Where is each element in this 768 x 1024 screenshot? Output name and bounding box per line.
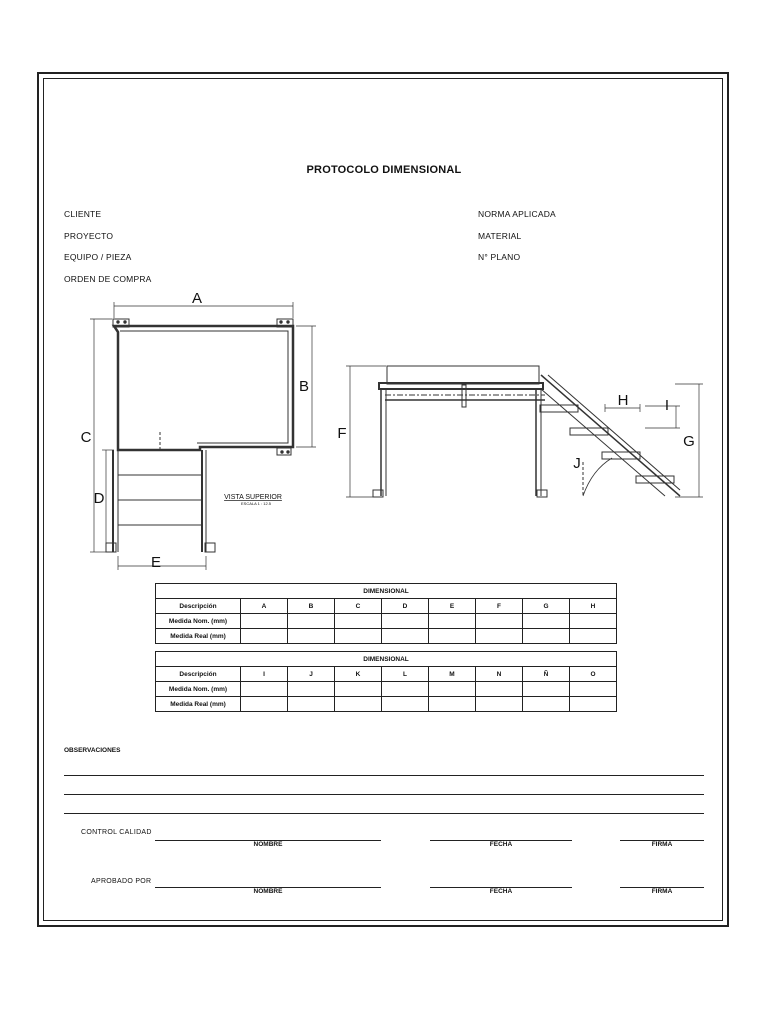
column-header: N — [476, 667, 523, 682]
column-header: B — [288, 599, 335, 614]
row-label: Medida Real (mm) — [156, 697, 241, 712]
table-cell[interactable] — [429, 614, 476, 629]
side-view-dimensions — [346, 366, 703, 497]
table-cell[interactable] — [476, 697, 523, 712]
dim-label-g: G — [683, 433, 695, 450]
table-cell[interactable] — [476, 682, 523, 697]
row-label: Descripción — [156, 599, 241, 614]
observaciones-line[interactable] — [64, 775, 704, 776]
table-header: DIMENSIONAL — [156, 584, 617, 599]
row-label: Medida Real (mm) — [156, 629, 241, 644]
dim-label-c: C — [80, 429, 92, 446]
dim-label-i: I — [664, 397, 670, 414]
table-row — [156, 629, 617, 644]
table-cell[interactable] — [570, 682, 617, 697]
table-cell[interactable] — [288, 614, 335, 629]
side-view-stair — [540, 375, 680, 496]
table-cell[interactable] — [382, 697, 429, 712]
table-cell[interactable] — [523, 682, 570, 697]
field-orden-compra: ORDEN DE COMPRA — [64, 274, 152, 284]
field-cliente: CLIENTE — [64, 209, 102, 219]
column-header: L — [382, 667, 429, 682]
table-cell[interactable] — [335, 697, 382, 712]
table-cell[interactable] — [523, 629, 570, 644]
field-norma-aplicada: NORMA APLICADA — [478, 209, 556, 219]
dim-label-b: B — [298, 378, 310, 395]
table-cell[interactable] — [241, 614, 288, 629]
observaciones-line[interactable] — [64, 813, 704, 814]
table-header: DIMENSIONAL — [156, 652, 617, 667]
table-cell[interactable] — [382, 614, 429, 629]
table-cell[interactable] — [523, 697, 570, 712]
table-cell[interactable] — [335, 682, 382, 697]
field-proyecto: PROYECTO — [64, 231, 114, 241]
column-header: G — [523, 599, 570, 614]
control-fecha-caption: FECHA — [489, 841, 513, 848]
dim-label-a: A — [191, 290, 203, 307]
column-header: K — [335, 667, 382, 682]
dimension-table-1 — [155, 583, 617, 644]
table-cell[interactable] — [382, 682, 429, 697]
table-cell[interactable] — [570, 697, 617, 712]
table-row — [156, 667, 617, 682]
aprobado-nombre-caption: NOMBRE — [253, 888, 283, 895]
column-header: C — [335, 599, 382, 614]
column-header: A — [241, 599, 288, 614]
side-view-platform — [373, 366, 547, 497]
table-cell[interactable] — [288, 629, 335, 644]
field-equipo-pieza: EQUIPO / PIEZA — [64, 252, 132, 262]
column-header: F — [476, 599, 523, 614]
top-view-platform — [113, 319, 293, 455]
table-cell[interactable] — [429, 682, 476, 697]
column-header: O — [570, 667, 617, 682]
row-label: Descripción — [156, 667, 241, 682]
column-header: M — [429, 667, 476, 682]
control-calidad-label: CONTROL CALIDAD — [81, 829, 152, 836]
table-cell[interactable] — [241, 682, 288, 697]
table-row — [156, 697, 617, 712]
row-label: Medida Nom. (mm) — [156, 614, 241, 629]
dim-label-f: F — [337, 425, 347, 442]
table-cell[interactable] — [523, 614, 570, 629]
table-row — [156, 682, 617, 697]
dim-label-j: J — [573, 455, 581, 472]
table-cell[interactable] — [570, 614, 617, 629]
column-header: E — [429, 599, 476, 614]
column-header: I — [241, 667, 288, 682]
aprobado-fecha-caption: FECHA — [489, 888, 513, 895]
table-cell[interactable] — [288, 682, 335, 697]
column-header: Ñ — [523, 667, 570, 682]
observaciones-line[interactable] — [64, 794, 704, 795]
control-nombre-caption: NOMBRE — [253, 841, 283, 848]
scale-caption: ESCALA 1 : 12.5 — [240, 501, 272, 506]
table-row — [156, 599, 617, 614]
table-cell[interactable] — [335, 614, 382, 629]
table-cell[interactable] — [570, 629, 617, 644]
dim-label-d: D — [93, 490, 105, 507]
table-cell[interactable] — [241, 629, 288, 644]
document-title: PROTOCOLO DIMENSIONAL — [306, 164, 462, 176]
row-label: Medida Nom. (mm) — [156, 682, 241, 697]
dim-label-e: E — [150, 554, 162, 571]
dim-label-h: H — [617, 392, 629, 409]
table-cell[interactable] — [429, 629, 476, 644]
field-material: MATERIAL — [478, 231, 522, 241]
column-header: D — [382, 599, 429, 614]
dimension-table-2 — [155, 651, 617, 712]
table-cell[interactable] — [476, 629, 523, 644]
aprobado-firma-caption: FIRMA — [651, 888, 673, 895]
table-cell[interactable] — [241, 697, 288, 712]
table-cell[interactable] — [382, 629, 429, 644]
control-firma-caption: FIRMA — [651, 841, 673, 848]
table-cell[interactable] — [429, 697, 476, 712]
table-row — [156, 614, 617, 629]
table-cell[interactable] — [476, 614, 523, 629]
field-n-plano: N° PLANO — [478, 252, 521, 262]
column-header: H — [570, 599, 617, 614]
table-cell[interactable] — [288, 697, 335, 712]
aprobado-por-label: APROBADO POR — [91, 878, 152, 885]
column-header: J — [288, 667, 335, 682]
observaciones-label: OBSERVACIONES — [64, 747, 121, 754]
table-cell[interactable] — [335, 629, 382, 644]
view-caption: VISTA SUPERIOR — [224, 494, 282, 501]
